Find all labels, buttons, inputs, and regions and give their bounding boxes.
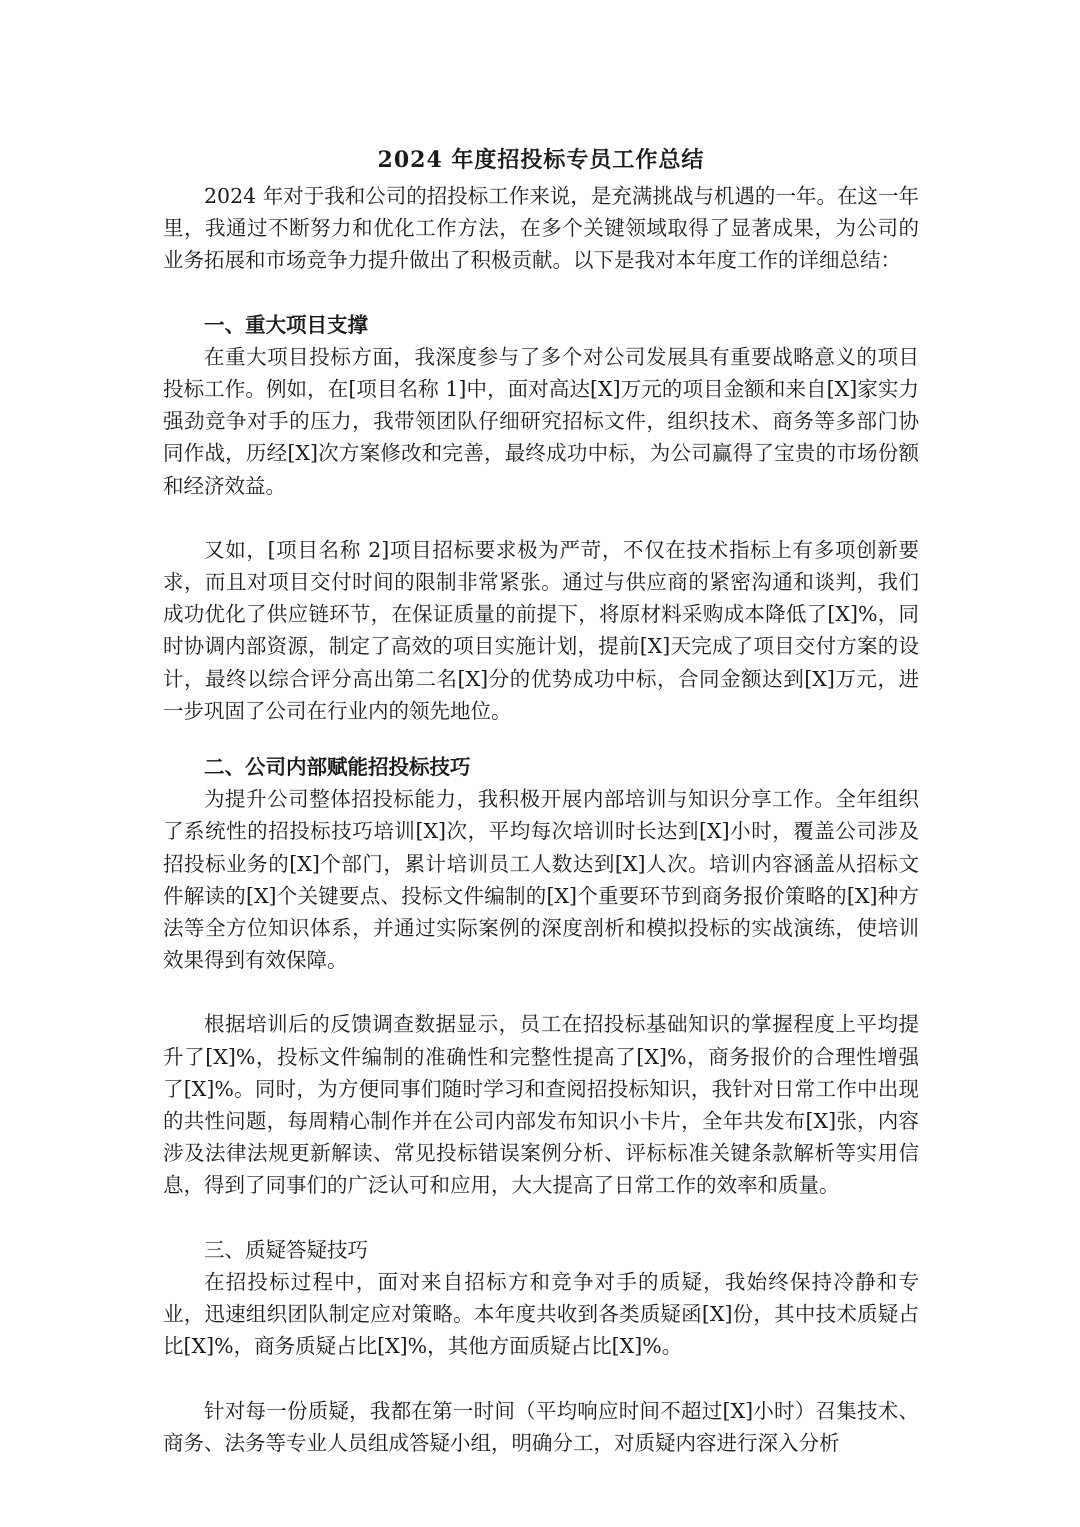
section-paragraph: 根据培训后的反馈调查数据显示，员工在招投标基础知识的掌握程度上平均提升了[X]%，投标文件编制的准确性和完整性提高了[X]%，商务报价的合理性增强了[X]%。同时，为方便同事们随时学习和查阅招投标知识，我针对日常工作中出现的共性问题，每周精心制作并在公司内部发布知识小卡片，全年共发布[X]张，内容涉及法律法规更新解读、常见投标错误案例分析、评标标准关键条款解析等实用信息，得到了同事们的广泛认可和应用，大大提高了日常工作的效率和质量。 <box>163 1012 919 1198</box>
section-heading: 二、公司内部赋能招投标技巧 <box>204 755 471 780</box>
section-paragraph: 又如，[项目名称 2]项目招标要求极为严苛，不仅在技术指标上有多项创新要求，而且对项目交付时间的限制非常紧张。通过与供应商的紧密沟通和谈判，我们成功优化了供应链环节，在保证质量的前提下，将原材料采购成本降低了[X]%，同时协调内部资源，制定了高效的项目实施计划，提前[X]天完成了项目交付方案的设计，最终以综合评分高出第二名[X]分的优势成功中标，合同金额达到[X]万元，进一步巩固了公司在行业内的领先地位。 <box>163 537 919 723</box>
intro-paragraph: 2024 年对于我和公司的招投标工作来说，是充满挑战与机遇的一年。在这一年里，我通过不断努力和优化工作方法，在多个关键领域取得了显著成果，为公司的业务拓展和市场竞争力提升做出了积极贡献。以下是我对本年度工作的详细总结： <box>163 184 919 273</box>
section-paragraph: 针对每一份质疑，我都在第一时间（平均响应时间不超过[X]小时）召集技术、商务、法务等专业人员组成答疑小组，明确分工，对质疑内容进行深入分析 <box>163 1398 919 1455</box>
document-page <box>163 140 919 1459</box>
section-major-projects <box>163 309 919 727</box>
section-paragraph: 在重大项目投标方面，我深度参与了多个对公司发展具有重要战略意义的项目投标工作。例如，在[项目名称 1]中，面对高达[X]万元的项目金额和来自[X]家实力强劲竞争对手的压力，我带领团队仔细研究招标文件，组织技术、商务等多部门协同作战，历经[X]次方案修改和完善，最终成功中标，为公司赢得了宝贵的市场份额和经济效益。 <box>163 344 919 498</box>
section-paragraph: 为提升公司整体招投标能力，我积极开展内部培训与知识分享工作。全年组织了系统性的招投标技巧培训[X]次，平均每次培训时长达到[X]小时，覆盖公司涉及招投标业务的[X]个部门，累计培训员工人数达到[X]人次。培训内容涵盖从招标文件解读的[X]个关键要点、投标文件编制的[X]个重要环节到商务报价策略的[X]种方法等全方位知识体系，并通过实际案例的深度剖析和模拟投标的实战演练，使培训效果得到有效保障。 <box>163 787 919 973</box>
section-heading: 一、重大项目支撑 <box>204 312 368 337</box>
section-paragraph: 在招投标过程中，面对来自招标方和竞争对手的质疑，我始终保持冷静和专业，迅速组织团队制定应对策略。本年度共收到各类质疑函[X]份，其中技术质疑占比[X]%，商务质疑占比[X]%，其他方面质疑占比[X]%。 <box>163 1269 919 1359</box>
section-query-response <box>163 1234 919 1459</box>
document-title: 2024 年度招投标专员工作总结 <box>377 147 705 173</box>
section-internal-training <box>163 751 919 1202</box>
section-heading: 三、质疑答疑技巧 <box>204 1237 368 1262</box>
